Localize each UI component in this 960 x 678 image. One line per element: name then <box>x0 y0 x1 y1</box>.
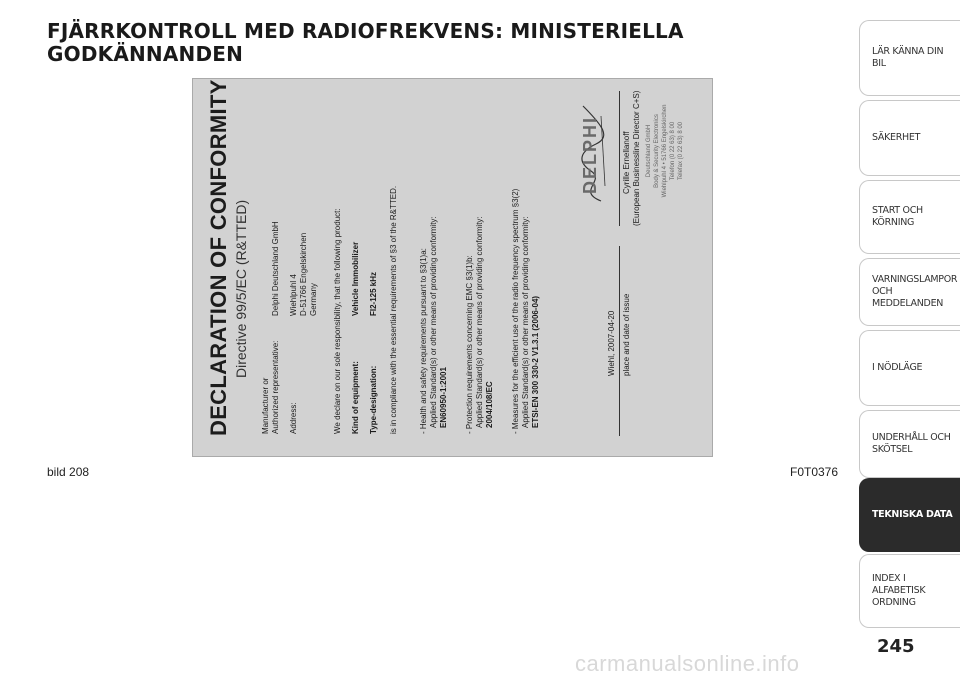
radio-heading: - Measures for the efficient use of the radio frequency spectrum §3(2) <box>511 188 520 434</box>
declaration-document <box>193 79 712 456</box>
delphi-logo: DELPHI <box>580 115 600 194</box>
health-heading: - Health and safety requirements pursuant to §3(1)a: <box>419 248 428 434</box>
watermark: carmanualsonline.info <box>575 651 800 676</box>
stamp-line-2: Body & Security Electronics <box>654 114 660 188</box>
emc-standard: 2004/108/EC <box>485 381 494 428</box>
declaration-scan-image <box>192 78 713 457</box>
address-line-1: Wiehlpuhl 4 <box>289 274 298 316</box>
emc-standard-label: Applied Standard(s) or other means of providing conformity: <box>475 216 484 428</box>
manufacturer-value: Delphi Deutschland GmbH <box>271 221 280 316</box>
health-standard: EN60950-1:2001 <box>439 367 448 428</box>
kind-label: Kind of equipment: <box>351 361 360 434</box>
tab-index[interactable]: INDEX I ALFABETISK ORDNING <box>859 554 960 628</box>
health-standard-label: Applied Standard(s) or other means of providing conformity: <box>429 216 438 428</box>
radio-standard: ETSI-EN 300 330-2 V1.3.1 (2006-04) <box>531 295 540 428</box>
place-date-line <box>619 246 620 436</box>
radio-standard-label: Applied Standard(s) or other means of providing conformity: <box>521 216 530 428</box>
signer-name: Cyrille Ernellanoff <box>622 131 631 194</box>
tab-lar-kanna-din-bil[interactable]: LÄR KÄNNA DIN BIL <box>859 20 960 96</box>
tab-i-nodlage[interactable]: I NÖDLÄGE <box>859 330 960 406</box>
tab-sakerhet[interactable]: SÄKERHET <box>859 100 960 176</box>
address-line-3: Germany <box>309 283 318 316</box>
place-date: Wiehl, 2007-04-20 <box>607 310 616 376</box>
tab-tekniska-data[interactable]: TEKNISKA DATA <box>859 478 960 552</box>
chapter-tabs <box>859 0 960 678</box>
signer-title: (European Businessline Director C+S) <box>632 90 641 226</box>
signature-line <box>619 91 620 226</box>
address-label: Address: <box>289 402 298 434</box>
tab-varningslampor[interactable]: VARNINGSLAMPOR OCH MEDDELANDEN <box>859 258 960 326</box>
page-number: 245 <box>877 636 915 657</box>
place-date-label: place and date of issue <box>622 293 631 376</box>
type-label: Type-designation: <box>369 365 378 434</box>
page-title: FJÄRRKONTROLL MED RADIOFREKVENS: MINISTERIELLA GODKÄNNANDEN <box>47 19 684 66</box>
declaration-title: DECLARATION OF CONFORMITY <box>206 79 231 436</box>
stamp-line-1: Deutschland GmbH <box>646 124 652 178</box>
stamp-line-4: Telefon (0 22 63) 8 00 <box>670 121 676 181</box>
responsibility-statement: We declare on our sole responsibility, that the following product: <box>333 208 342 434</box>
emc-heading: - Protection requirements concerning EMC §3(1)b: <box>465 255 474 434</box>
address-line-2: D-51766 Engelskirchen <box>299 232 308 316</box>
figure-code: F0T0376 <box>790 465 839 479</box>
tab-start-och-korning[interactable]: START OCH KÖRNING <box>859 180 960 254</box>
compliance-statement: is in compliance with the essential requirements of §3 of the R&TTED. <box>389 185 398 434</box>
tab-underhall-och-skotsel[interactable]: UNDERHÅLL OCH SKÖTSEL <box>859 410 960 478</box>
figure-caption: bild 208 <box>47 465 90 479</box>
manufacturer-label-2: Authorized representative: <box>271 340 280 434</box>
company-stamp <box>645 96 685 206</box>
kind-value: Vehicle Immobilizer <box>351 241 360 316</box>
stamp-line-3: Wiehlpuhl 4 • 51766 Engelskirchen <box>662 104 668 198</box>
manufacturer-label-1: Manufacturer or <box>261 377 270 434</box>
type-value: FI2-125 kHz <box>369 271 378 316</box>
declaration-subtitle: Directive 99/5/EC (R&TTED) <box>233 199 249 378</box>
stamp-line-5: Telefax (0 22 63) 8 00 <box>678 121 684 181</box>
